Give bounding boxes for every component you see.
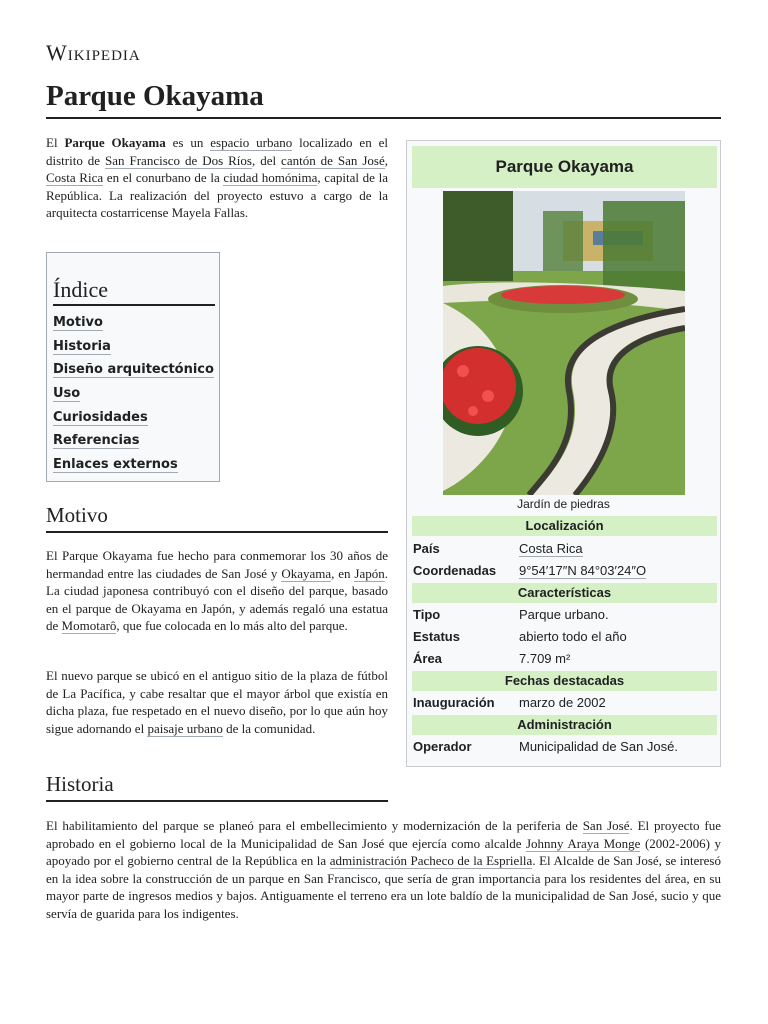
intro-text: , xyxy=(384,152,388,168)
link-coordenadas[interactable]: 9°54′17″N 84°03′24″O xyxy=(519,563,647,578)
value-estatus: abierto todo el año xyxy=(519,629,627,644)
link-costa-rica[interactable]: Costa Rica xyxy=(46,170,104,186)
label-operador: Operador xyxy=(413,739,472,754)
infobox xyxy=(406,140,721,767)
value-coordenadas xyxy=(519,563,646,578)
photo-caption: Jardín de piedras xyxy=(517,497,610,511)
motivo-paragraph-2 xyxy=(46,667,388,737)
link-johnny-araya[interactable]: Johnny Araya Monge xyxy=(525,835,641,851)
motivo-paragraph-1 xyxy=(46,547,388,635)
section-localizacion: Localización xyxy=(412,516,717,536)
label-tipo: Tipo xyxy=(413,607,441,622)
title-divider xyxy=(46,117,721,119)
toc-list xyxy=(53,313,214,479)
heading-motivo-divider xyxy=(46,531,388,533)
value-operador: Municipalidad de San José. xyxy=(519,739,678,754)
toc-item-referencias[interactable] xyxy=(53,431,214,455)
paragraph-text: El habilitamiento del parque se planeó para el embellecimiento y modernización de la periferia de xyxy=(46,818,583,833)
table-of-contents xyxy=(46,252,220,482)
section-caracteristicas: Características xyxy=(412,583,717,603)
label-area: Área xyxy=(413,651,442,666)
value-tipo: Parque urbano. xyxy=(519,607,609,622)
paragraph-text: (2002-2006) y apoyado por el gobierno central de la República en la xyxy=(46,835,721,869)
toc-item-curiosidades[interactable] xyxy=(53,408,214,432)
link-momotaro[interactable]: Momotarô xyxy=(61,618,117,634)
paragraph-text: El Parque Okayama fue hecho para conmemorar los 30 años de hermandad entre las ciudades de San José y xyxy=(46,548,388,581)
paragraph-text: , que fue colocada en lo más alto del parque. xyxy=(116,618,348,634)
paragraph-text: . La ciudad japonesa contribuyó con el diseño del parque, basado en el parque de Okayama en Japón, y además regaló una estatua de xyxy=(46,565,388,634)
wikipedia-wordmark[interactable]: Wikipedia xyxy=(46,40,141,65)
heading-historia-divider xyxy=(46,800,388,802)
label-pais: País xyxy=(413,541,440,556)
link-espacio-urbano[interactable]: espacio urbano xyxy=(210,135,293,150)
historia-paragraph-1 xyxy=(46,817,721,923)
toc-item-motivo[interactable] xyxy=(53,313,214,337)
paragraph-text: . El proyecto fue aprobado en el gobierno local de la Municipalidad de San José que ejercía como alcalde xyxy=(46,818,721,851)
toc-item-label[interactable]: Uso xyxy=(53,386,81,402)
toc-item-label[interactable]: Enlaces externos xyxy=(53,457,178,473)
link-canton-san-jose[interactable]: cantón de San José xyxy=(281,152,385,168)
label-estatus: Estatus xyxy=(413,629,460,644)
toc-item-historia[interactable] xyxy=(53,337,214,361)
link-okayama[interactable]: Okayama xyxy=(281,565,332,581)
paragraph-text: . El Alcalde de San José, se interesó en la idea sobre la construcción de un parque en San Francisco, que sería de gran importancia para los residentes del área, en su mayor parte de ingresos medios y bajos. Antiguamente el terreno era un lote baldío de la municipalidad de San José, sucio y que servía de guarida para los indigentes. xyxy=(46,853,721,921)
intro-text: El xyxy=(46,135,65,150)
value-pais xyxy=(519,541,583,556)
label-inauguracion: Inauguración xyxy=(413,695,495,710)
section-administracion: Administración xyxy=(412,715,717,735)
toc-item-label[interactable]: Curiosidades xyxy=(53,409,148,425)
link-paisaje-urbano[interactable]: paisaje urbano xyxy=(147,720,223,736)
value-inauguracion: marzo de 2002 xyxy=(519,695,606,710)
heading-motivo: Motivo xyxy=(46,503,108,527)
value-area: 7.709 m² xyxy=(519,651,571,666)
link-pais[interactable]: Costa Rica xyxy=(519,541,583,556)
intro-text: , del xyxy=(251,152,282,168)
intro-paragraph xyxy=(46,134,388,222)
infobox-title: Parque Okayama xyxy=(412,146,717,188)
toc-item-enlaces[interactable] xyxy=(53,455,214,479)
toc-title: Índice xyxy=(53,277,108,302)
link-japon[interactable]: Japón xyxy=(354,565,385,581)
label-coordenadas: Coordenadas xyxy=(413,563,497,578)
link-san-francisco[interactable]: San Francisco de Dos Ríos xyxy=(105,152,252,168)
toc-item-label[interactable]: Motivo xyxy=(53,315,103,330)
link-administracion-pacheco[interactable]: administración Pacheco de la Espriella xyxy=(329,853,533,869)
paragraph-text: El nuevo parque se ubicó en el antiguo sitio de la plaza de fútbol de La Pacífica, y cabe resaltar que el mayor árbol que existía en dicha plaza, fue respetado en el nuevo diseño, por lo que aún hoy sigue adornando el xyxy=(46,668,388,736)
toc-item-uso[interactable] xyxy=(53,384,214,408)
toc-item-label[interactable]: Referencias xyxy=(53,433,140,449)
paragraph-text: de la comunidad. xyxy=(222,720,316,736)
link-san-jose[interactable]: San José xyxy=(582,818,630,833)
heading-historia: Historia xyxy=(46,772,114,796)
intro-bold-title: Parque Okayama xyxy=(64,135,166,150)
intro-text: en el conurbano de la xyxy=(103,170,224,186)
intro-text: localizado en el distrito de xyxy=(46,135,388,168)
toc-divider xyxy=(53,304,215,306)
page-title: Parque Okayama xyxy=(46,80,264,112)
toc-item-label[interactable]: Historia xyxy=(53,338,111,354)
link-ciudad-homonima[interactable]: ciudad homónima xyxy=(223,170,318,186)
section-fechas: Fechas destacadas xyxy=(412,671,717,691)
paragraph-text: , en xyxy=(331,565,355,581)
park-photo[interactable] xyxy=(443,191,685,495)
intro-text: es un xyxy=(165,135,211,150)
toc-item-label[interactable]: Diseño arquitectónico xyxy=(53,362,214,378)
intro-text: , capital de la República. La realización del proyecto estuvo a cargo de la arquitecta costarricense Mayela Fallas. xyxy=(46,170,388,221)
toc-item-diseno[interactable] xyxy=(53,360,214,384)
